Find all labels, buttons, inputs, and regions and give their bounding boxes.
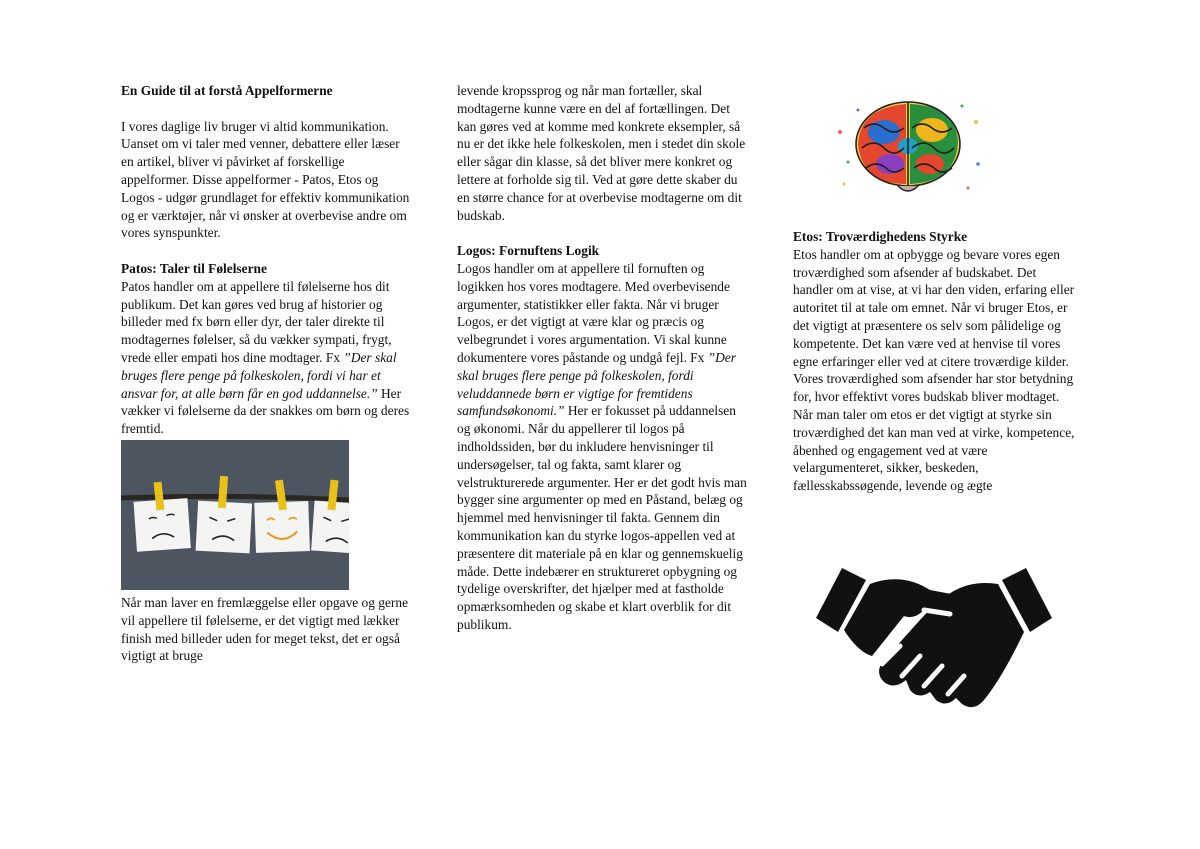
page-title: En Guide til at forstå Appelformerne <box>121 83 333 98</box>
logos-heading: Logos: Fornuftens Logik <box>457 243 600 259</box>
column-etos <box>793 228 1078 495</box>
patos-paragraph <box>121 278 411 438</box>
etos-paragraph: Etos handler om at opbygge og bevare vores egen troværdighed som afsender af budskabet. Det handler om at vise, at vi har den viden, erfaring eller autoritet til at tale om emnet. Når vi bruger Etos, er det vigtigt at præsentere os selv som pålidelige og kompetente. Det kan være ved at henvise til vores egne erfaringer eller ved at citere troværdige kilder. Vores troværdighed som afsender har stor betydning for, hvor effektivt vores budskab bliver modtaget. Når man taler om etos er det vigtigt at styrke sin troværdighed det kan man ved at virke, kompetence, åbenhed og engagement ved at være velargumenteret, sikker, beskeden, fællesskabssøgende, levende og ægte <box>793 246 1075 494</box>
logos-after-text: Her er fokusset på uddannelsen og økonomi. Når du appellerer til logos på indholdssiden, bør du inkludere henvisninger til undersøgelser, tal og fakta, samt klarer og velstrukturerede argumenter. Her er det godt hvis man bygger sine argumenter op med en Påstand, belæg og hjemmel med henvisninger til fakta. Gennem din kommunikation kan du styrke logos-appellen ved at præsentere dit materiale på en klar og gennemskuelig måde. Dette indebærer en struktureret opbygning og tydelige overskrifter, det hjælper med at fastholde opmærksomheden og skabe et klart overblik for dit publikum. <box>457 403 747 632</box>
faces-on-clothesline-icon <box>121 440 349 590</box>
logos-quote: ”Der skal bruges flere penge på folkeskolen, fordi veluddannede børn er vigtige for fremtidens samfundsøkonomi.” <box>457 349 736 419</box>
patos-after-text: Her vækker vi følelserne da der snakkes om børn og deres fremtid. <box>121 385 410 437</box>
logos-text: Logos handler om at appellere til fornuften og logikken hos vores modtagere. Med overbevisende argumenter, statistikker eller fakta. Når vi bruger Logos, er det vigtigt at være klar og præcis og velbegrundet i vores argumentation. Vi skal kunne dokumentere vores påstande og undgå fejl. Fx <box>457 260 730 365</box>
handshake-icon <box>812 560 1057 720</box>
patos-after-image-paragraph: Når man laver en fremlæggelse eller opgave og gerne vil appellere til følelserne, er det vigtigt med lækker finish med billeder uden for meget tekst, det er også vigtigt at bruge <box>121 594 409 664</box>
patos-quote: ”Der skal bruges flere penge på folkeskolen, fordi vi har et ansvar for, at alle børn får en god uddannelse.” <box>121 349 397 401</box>
etos-heading: Etos: Troværdighedens Styrke <box>793 229 968 244</box>
colorful-brain-icon <box>828 92 988 200</box>
patos-text: Patos handler om at appellere til følelserne hos dit publikum. Det kan gøres ved brug af historier og billeder med fx børn eller dyr, der taler direkte til modtagernes følelser, så du vækker sympati, frygt, vrede eller empati hos dine modtager. Fx <box>121 278 392 365</box>
column-patos <box>121 82 411 665</box>
column-logos <box>457 82 747 634</box>
patos-continued-paragraph: levende kropssprog og når man fortæller, skal modtagerne kunne være en del af fortællingen. Det kan gøres ved at komme med konkrete eksempler, så nu er det ikke hele folkeskolen, men i stedet din skole eller sågar din klasse, så det bliver mere konkret og lettere at forholde sig til. Ved at gøre dette skaber du en større chance for at overbevise modtagerne om dit budskab. <box>457 83 746 223</box>
logos-paragraph <box>457 260 747 634</box>
patos-heading: Patos: Taler til Følelserne <box>121 260 267 276</box>
intro-paragraph: I vores daglige liv bruger vi altid kommunikation. Uanset om vi taler med venner, debattere eller læser en artikel, bliver vi påvirket af forskellige appelformer. Disse appelformer - Patos, Etos og Logos - udgør grundlaget for effektiv kommunikation og er værktøjer, når vi ønsker at overbevise andre om vores synspunkter. <box>121 118 410 241</box>
